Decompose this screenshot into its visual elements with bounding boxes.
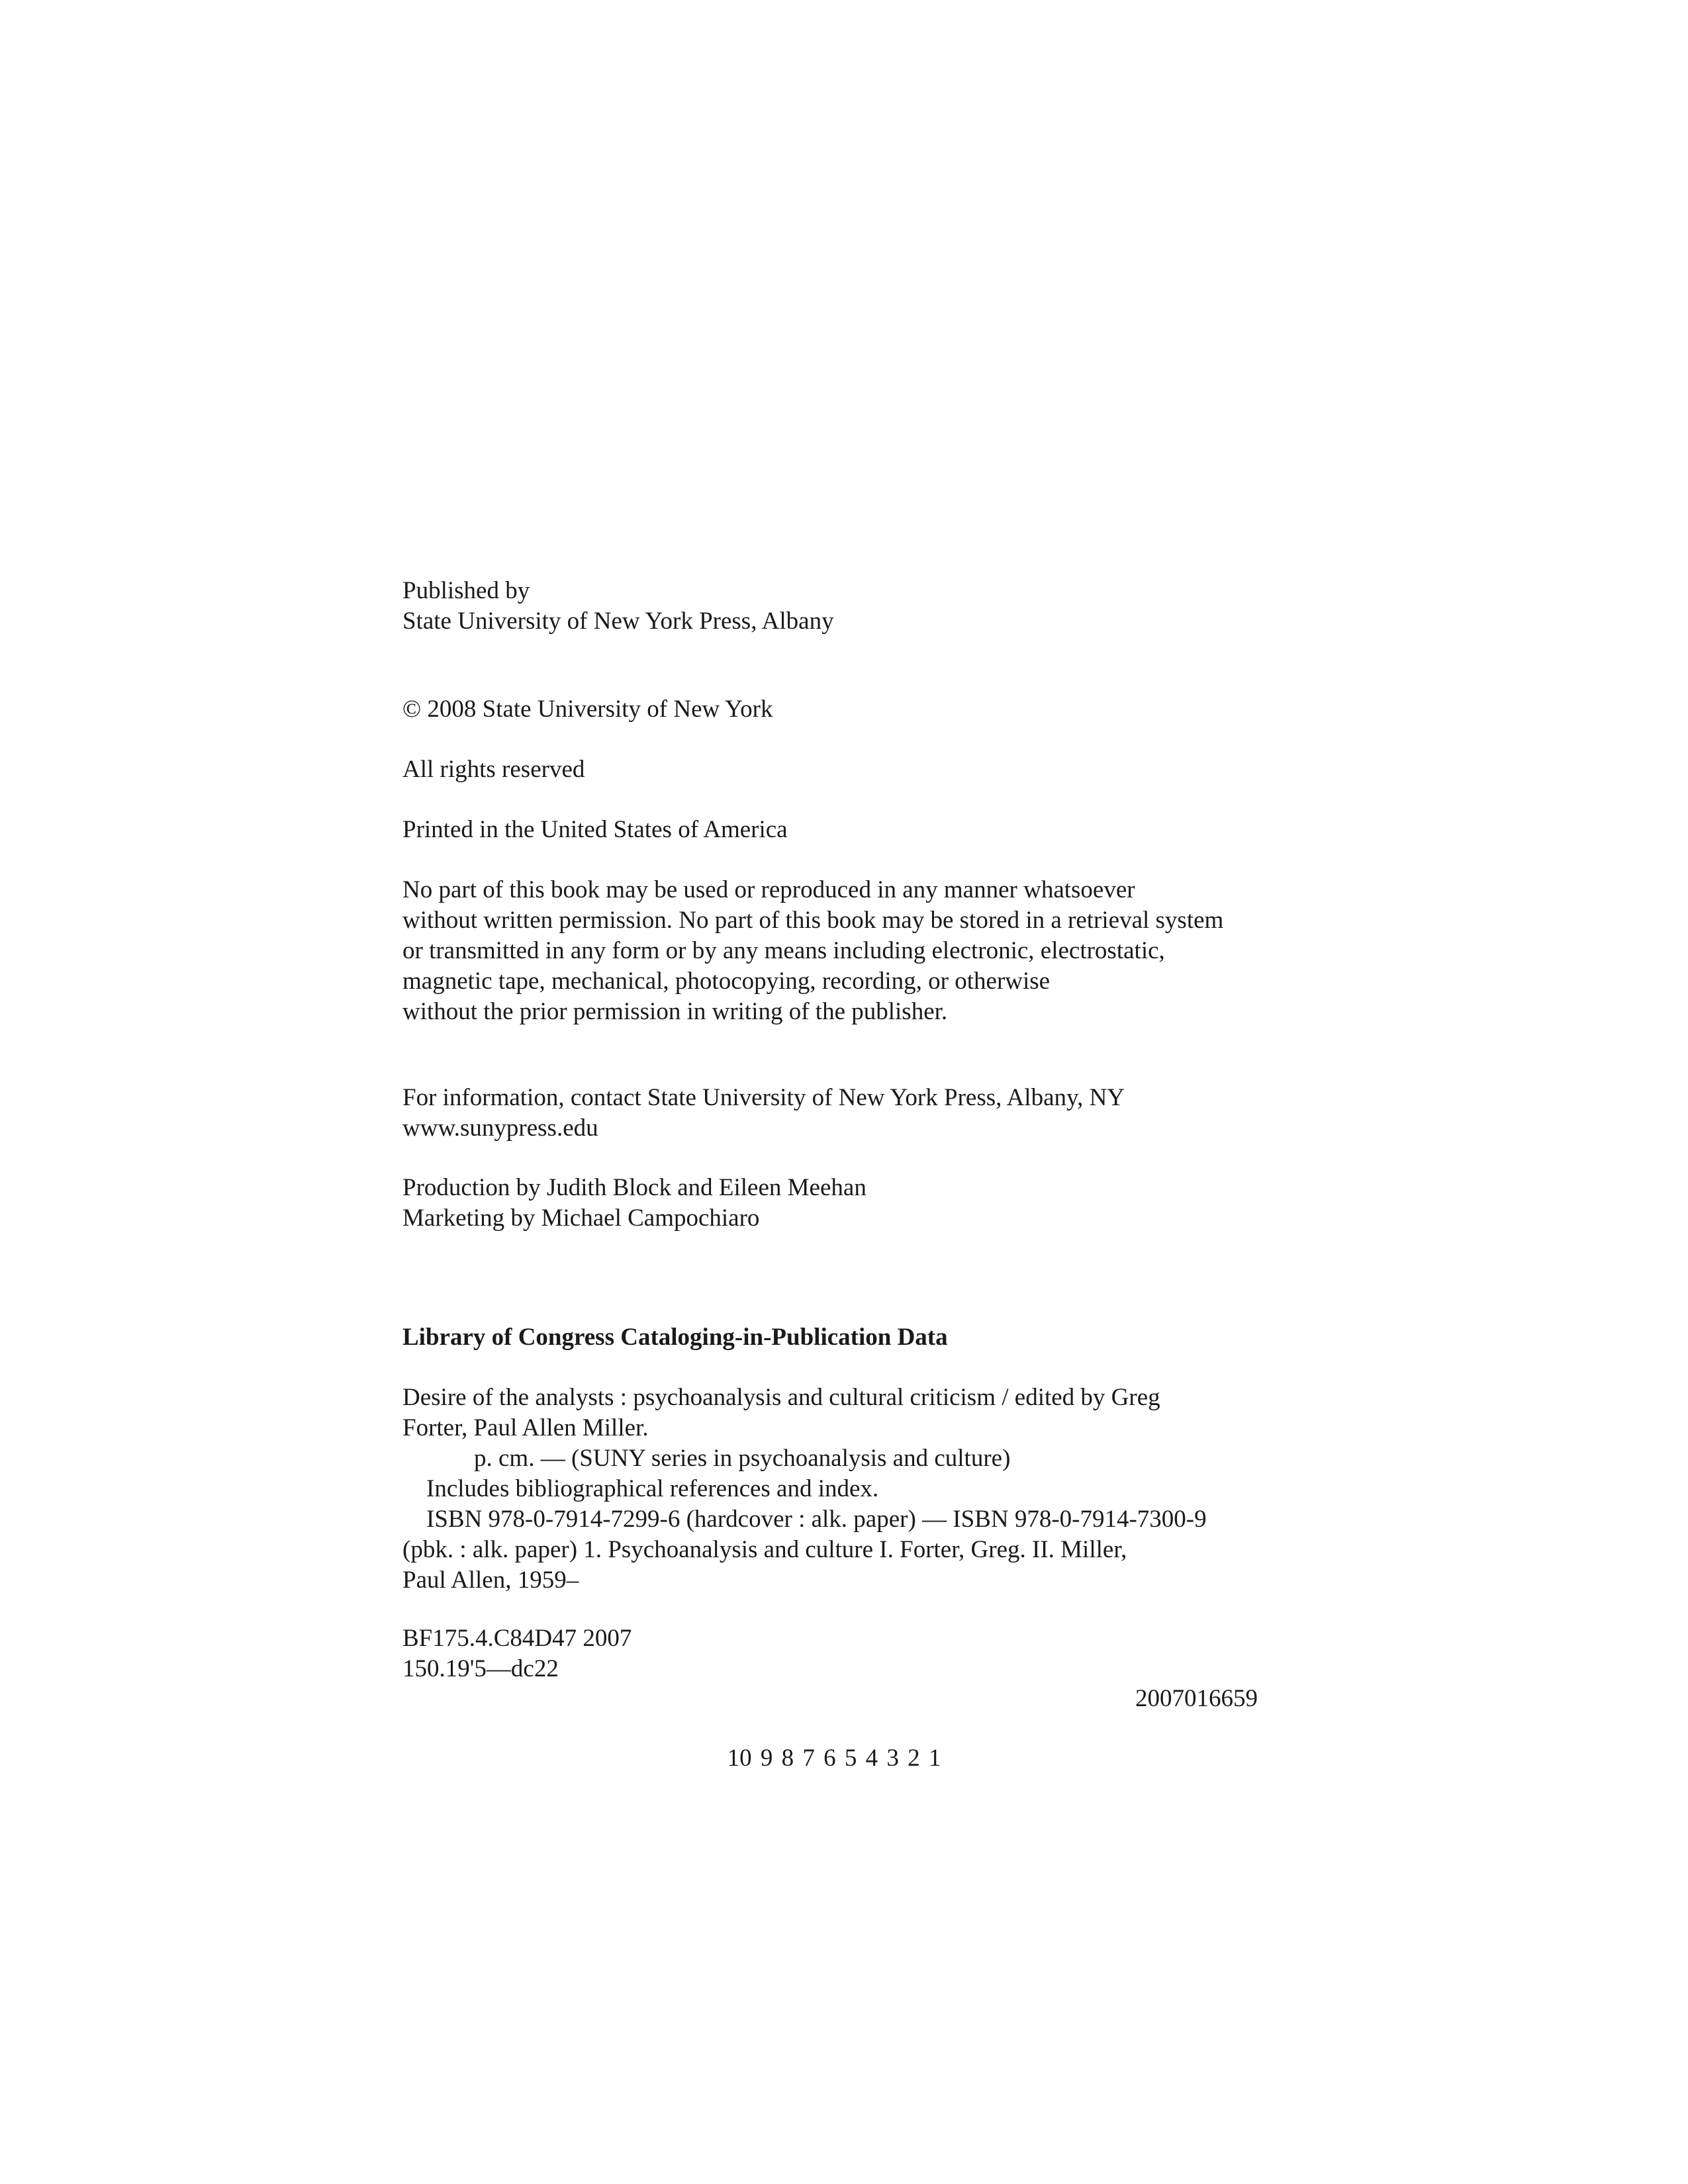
contact-line: For information, contact State University of New York Press, Albany, NY xyxy=(402,1084,1125,1111)
cip-series-line: p. cm. — (SUNY series in psychoanalysis and culture) xyxy=(474,1445,1011,1472)
lccn: 2007016659 xyxy=(1135,1685,1258,1712)
permission-line: or transmitted in any form or by any means including electronic, electrostatic, xyxy=(402,937,1165,964)
cip-heading-text: Library of Congress Cataloging-in-Publication Data xyxy=(402,1324,948,1351)
printed-text: Printed in the United States of America xyxy=(402,816,788,843)
rights-text: All rights reserved xyxy=(402,756,585,783)
cip-includes-line: Includes bibliographical references and index. xyxy=(426,1475,879,1502)
marketing-credit: Marketing by Michael Campochiaro xyxy=(402,1205,760,1232)
permission-line: without the prior permission in writing of the publisher. xyxy=(402,998,948,1025)
production-credit: Production by Judith Block and Eileen Meehan xyxy=(402,1174,867,1201)
permission-line: No part of this book may be used or reproduced in any manner whatsoever xyxy=(402,876,1135,903)
cip-record xyxy=(402,1383,1263,1596)
permission-paragraph xyxy=(402,875,1263,1027)
copyright-notice xyxy=(402,694,1263,725)
dewey-number: 150.19'5—dc22 xyxy=(402,1655,559,1682)
classification-block xyxy=(402,1623,1263,1684)
contact-block xyxy=(402,1083,1263,1144)
cip-title-line: Forter, Paul Allen Miller. xyxy=(402,1414,649,1441)
website-url: www.sunypress.edu xyxy=(402,1115,598,1142)
rights-notice xyxy=(402,754,1263,785)
printing-line: 10 9 8 7 6 5 4 3 2 1 xyxy=(727,1745,941,1772)
publisher-line-1: Published by xyxy=(402,577,530,604)
printed-notice xyxy=(402,815,1263,845)
credits-block xyxy=(402,1173,1263,1234)
copyright-text: © 2008 State University of New York xyxy=(402,696,773,723)
cip-isbn-line: ISBN 978-0-7914-7299-6 (hardcover : alk. paper) — ISBN 978-0-7914-7300-9 xyxy=(426,1506,1207,1533)
permission-line: without written permission. No part of this book may be stored in a retrieval system xyxy=(402,907,1224,934)
call-number: BF175.4.C84D47 2007 xyxy=(402,1625,632,1652)
cip-heading xyxy=(402,1322,1263,1353)
permission-line: magnetic tape, mechanical, photocopying, recording, or otherwise xyxy=(402,968,1051,995)
publisher-line-2: State University of New York Press, Albany xyxy=(402,608,834,635)
cip-isbn-continuation: (pbk. : alk. paper) 1. Psychoanalysis and culture I. Forter, Greg. II. Miller, xyxy=(402,1536,1127,1563)
cip-title-line: Desire of the analysts : psychoanalysis and cultural criticism / edited by Greg xyxy=(402,1384,1160,1411)
publisher-block xyxy=(402,576,1263,637)
cip-isbn-continuation: Paul Allen, 1959– xyxy=(402,1567,579,1594)
